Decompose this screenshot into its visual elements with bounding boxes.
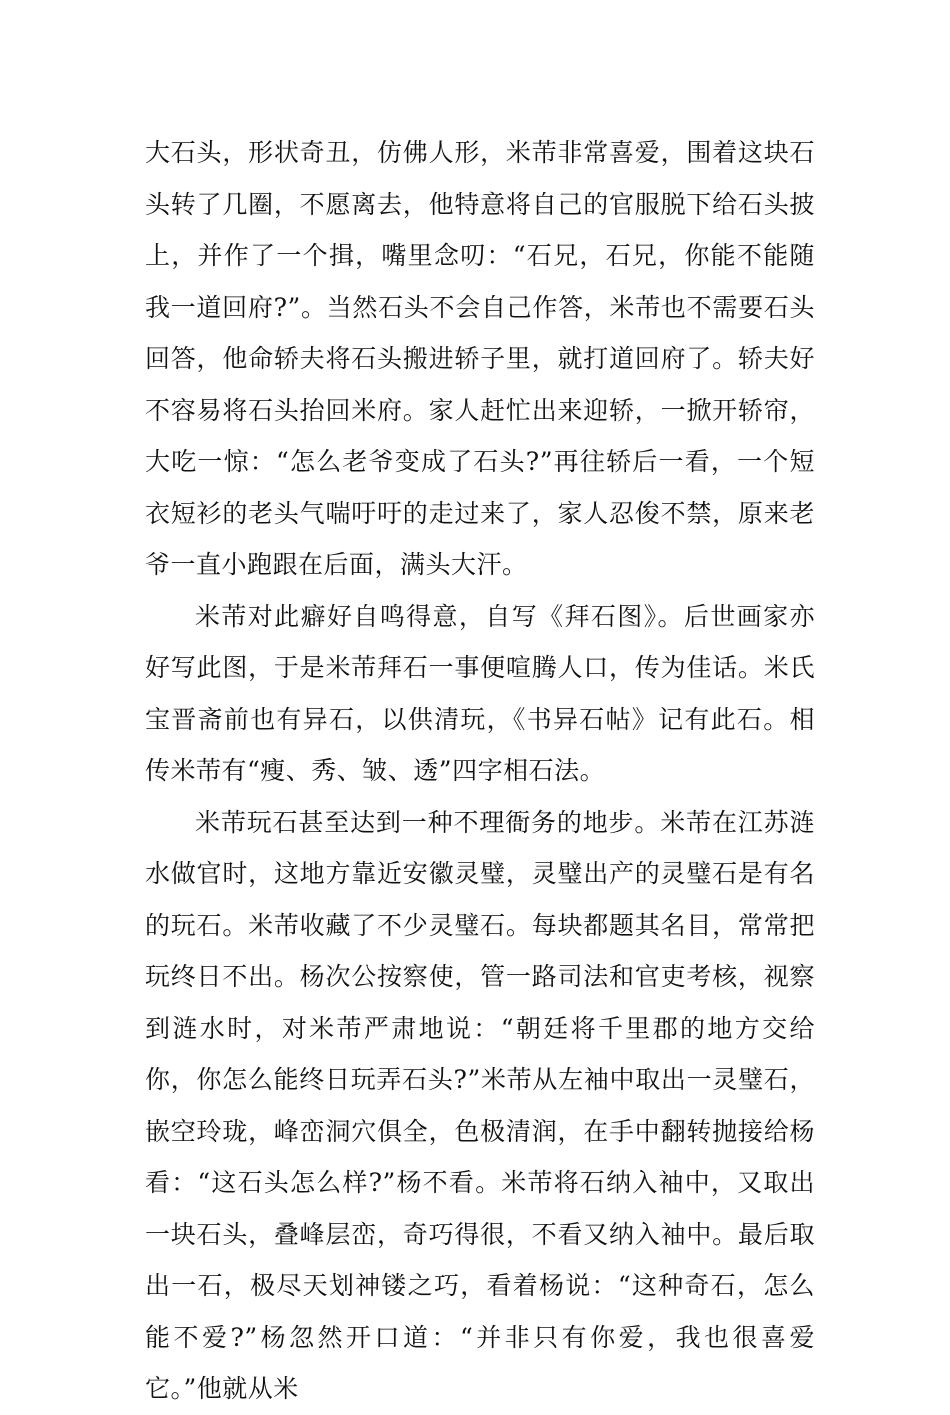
paragraph-3: 米芾玩石甚至达到一种不理衙务的地步。米芾在江苏涟水做官时，这地方靠近安徽灵璧，灵璧出产的灵璧石是有名的玩石。米芾收藏了不少灵璧石。每块都题其名目，常常把玩终日不出。杨次公按察使，管一路司法和官吏考核，视察到涟水时，对米芾严肃地说：“朝廷将千里郡的地方交给你，你怎么能终日玩弄石头?”米芾从左袖中取出一灵璧石，嵌空玲珑，峰峦洞穴俱全，色极清润，在手中翻转抛接给杨看：“这石头怎么样?”杨不看。米芾将石纳入袖中，又取出一块石头，叠峰层峦，奇巧得很，不看又纳入袖中。最后取出一石，极尽天划神镂之巧，看着杨说：“这种奇石，怎么能不爱?”杨忽然开口道：“并非只有你爱，我也很喜爱它。”他就从米 xyxy=(145,807,815,1403)
paragraph-1: 大石头，形状奇丑，仿佛人形，米芾非常喜爱，围着这块石头转了几圈，不愿离去，他特意将自己的官服脱下给石头披上，并作了一个揖，嘴里念叨：“石兄，石兄，你能不能随我一道回府?”。当然石头不会自己作答，米芾也不需要石头回答，他命轿夫将石头搬进轿子里，就打道回府了。轿夫好不容易将石头抬回米府。家人赶忙出来迎轿，一掀开轿帘，大吃一惊：“怎么老爷变成了石头?”再往轿后一看，一个短衣短衫的老头气喘吁吁的走过来了，家人忍俊不禁，原来老爷一直小跑跟在后面，满头大汗。 xyxy=(145,138,815,579)
paragraph-2: 米芾对此癖好自鸣得意，自写《拜石图》。后世画家亦好写此图，于是米芾拜石一事便喧腾人口，传为佳话。米氏宝晋斋前也有异石，以供清玩，《书异石帖》记有此石。相传米芾有“瘦、秀、皱、透”四字相石法。 xyxy=(145,601,815,785)
document-page xyxy=(145,127,815,1415)
